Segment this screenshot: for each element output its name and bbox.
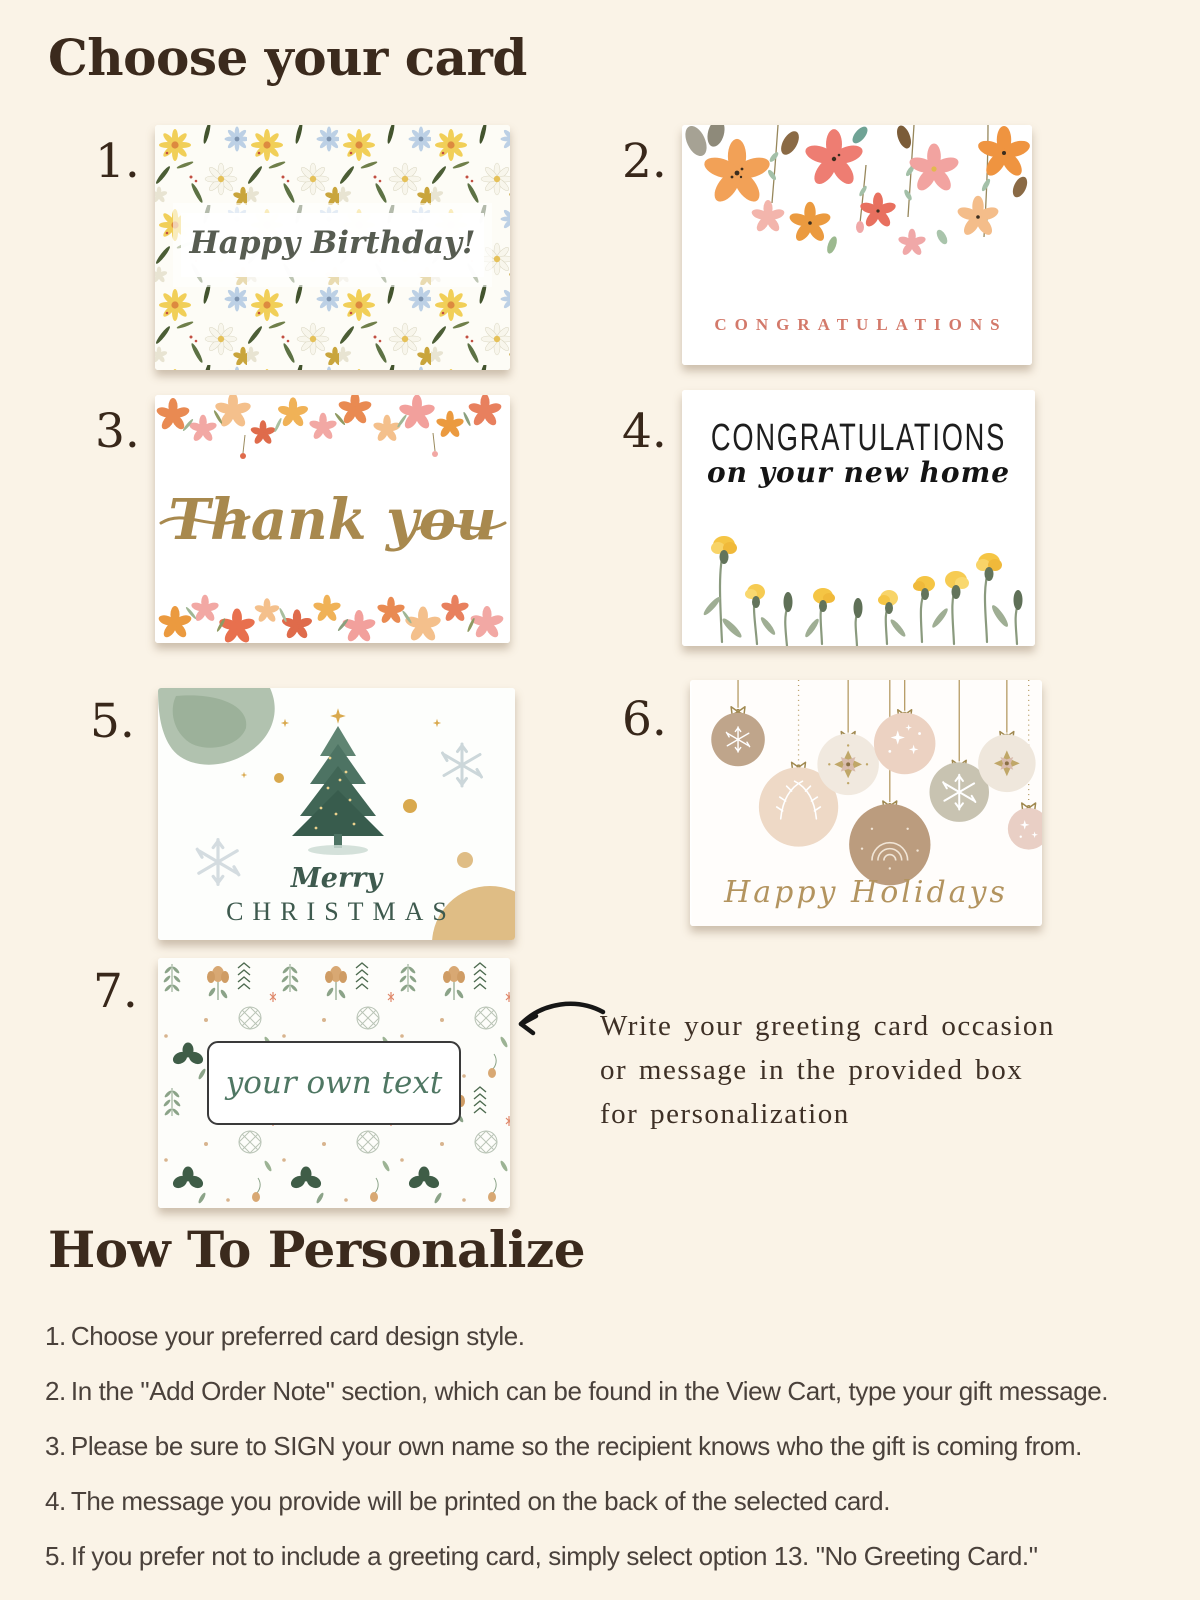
step-item-5 (45, 1542, 1175, 1571)
card-1-message: Happy Birthday! (189, 225, 476, 261)
step-item-1 (45, 1322, 1175, 1351)
how-to-personalize-title: How To Personalize (48, 1220, 586, 1279)
step-item-2 (45, 1377, 1175, 1406)
card-option-4-new-home (682, 390, 1035, 646)
step-item-3 (45, 1432, 1175, 1461)
card-option-2-congratulations (682, 125, 1032, 365)
card-2-message: CONGRATULATIONS (714, 315, 1008, 334)
card-1-number: 1. (95, 134, 140, 189)
card-7-number: 7. (93, 964, 138, 1019)
card-4-headline: CONGRATULATIONS (710, 416, 1007, 459)
step-number: 2. (45, 1376, 66, 1406)
step-text: Please be sure to SIGN your own name so the recipient knows who the gift is coming from. (70, 1431, 1082, 1461)
card-4-number: 4. (622, 404, 667, 459)
card-3-number: 3. (95, 404, 140, 459)
card-option-3-thank-you (155, 395, 510, 643)
card-5-merry: Merry (290, 863, 383, 894)
card-3-message: Thank you (168, 487, 497, 553)
card-7-message: your own text (225, 1065, 443, 1101)
step-number: 1. (45, 1321, 66, 1351)
card-option-7-your-own-text (158, 958, 510, 1208)
page-title: Choose your card (48, 28, 527, 87)
step-number: 5. (45, 1541, 66, 1571)
card-5-christmas: CHRISTMAS (226, 897, 456, 926)
step-item-4 (45, 1487, 1175, 1516)
card-4-subline: on your new home (706, 456, 1011, 489)
step-text: The message you provide will be printed on the back of the selected card. (70, 1486, 891, 1516)
annotation-line: or message in the provided box (600, 1054, 1024, 1086)
step-text: In the "Add Order Note" section, which can be found in the View Cart, type your gift message. (70, 1376, 1109, 1406)
step-number: 4. (45, 1486, 66, 1516)
step-text: Choose your preferred card design style. (70, 1321, 525, 1351)
how-to-steps (45, 1322, 1175, 1597)
card-2-number: 2. (622, 134, 667, 189)
card-option-1-happy-birthday (155, 125, 510, 370)
step-text: If you prefer not to include a greeting card, simply select option 13. "No Greeting Card." (70, 1541, 1038, 1571)
annotation-note (600, 1004, 1100, 1136)
annotation-line: for personalization (600, 1098, 850, 1130)
card-5-number: 5. (90, 694, 135, 749)
card-option-6-happy-holidays (690, 680, 1042, 926)
annotation-arrow-icon (513, 996, 607, 1040)
card-6-number: 6. (622, 692, 667, 747)
card-6-message: Happy Holidays (724, 875, 1008, 910)
step-number: 3. (45, 1431, 66, 1461)
annotation-line: Write your greeting card occasion (600, 1010, 1055, 1042)
card-option-5-merry-christmas (158, 688, 515, 940)
